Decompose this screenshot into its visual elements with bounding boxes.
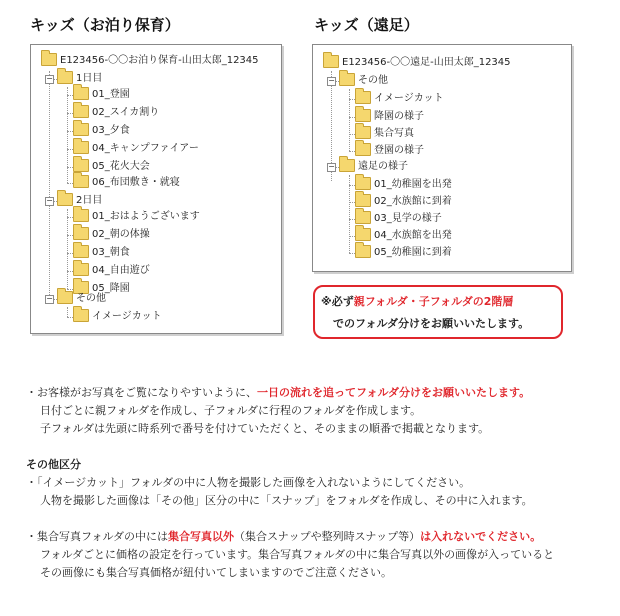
folder-icon [73,123,89,136]
folder-icon [73,87,89,100]
folder-icon [73,309,89,322]
collapse-toggle[interactable]: − [46,74,53,83]
folder-icon [355,143,371,156]
right-title: キッズ（遠足） [314,16,419,34]
p1-emphasis: 一日の流れを追ってフォルダ分けをお願いいたします。 [257,386,531,399]
subfolder[interactable]: イメージカット [355,91,444,107]
folder-icon [73,209,89,222]
right-folder-tree [312,44,572,272]
subfolder[interactable]: 降園の様子 [355,109,424,125]
folder-icon [355,126,371,139]
p1-line3: 子フォルダは先頭に時系列で番号を付けていただくと、そのままの順番で掲載となります。 [40,422,490,435]
folder-excursion[interactable]: 遠足の様子 [339,159,408,175]
folder-icon [73,159,89,172]
p3-aside: （集合スナップや整列時スナップ等） [234,530,421,543]
collapse-toggle[interactable]: − [328,76,335,85]
subfolder[interactable]: 05_降園 [73,281,130,297]
collapse-toggle[interactable]: − [46,196,53,205]
p2-line1: ・「イメージカット」フォルダの中に人物を撮影した画像を入れないようにしてください。 [26,476,471,489]
subfolder[interactable]: 01_おはようございます [73,209,200,225]
folder-icon [57,291,73,304]
folder-day2[interactable]: 2日目 [57,193,102,209]
folder-icon [355,177,371,190]
notice-prefix: ※必ず [321,295,354,308]
root-folder[interactable]: E123456-〇〇お泊り保育-山田太郎_12345 [41,53,259,69]
folder-icon [355,194,371,207]
folder-icon [339,73,355,86]
section-title: その他区分 [26,458,81,471]
subfolder[interactable]: 04_キャンプファイアー [73,141,199,157]
folder-icon [57,193,73,206]
folder-icon [73,175,89,188]
p1-line2: 日付ごとに親フォルダを作成し、子フォルダに行程のフォルダを作成します。 [40,404,422,417]
p3-line2: フォルダごとに価格の設定を行っています。集合写真フォルダの中に集合写真以外の画像が入っていると [40,548,555,561]
collapse-toggle[interactable]: − [46,294,53,303]
folder-icon [355,228,371,241]
p3-emphasis: 集合写真以外 [168,530,235,543]
left-title: キッズ（お泊り保育） [30,16,180,34]
folder-icon [355,91,371,104]
folder-icon [339,159,355,172]
two-level-notice [313,285,563,339]
folder-icon [57,71,73,84]
subfolder[interactable]: 02_スイカ割り [73,105,159,121]
subfolder[interactable]: 03_朝食 [73,245,130,261]
subfolder[interactable]: 03_夕食 [73,123,130,139]
folder-day1[interactable]: 1日目 [57,71,102,87]
subfolder[interactable]: イメージカット [73,309,162,325]
subfolder[interactable]: 05_幼稚園に到着 [355,245,452,261]
subfolder[interactable]: 04_自由遊び [73,263,150,279]
folder-icon [355,211,371,224]
subfolder[interactable]: 01_幼稚園を出発 [355,177,452,193]
folder-other[interactable]: その他 [57,291,106,307]
subfolder[interactable]: 04_水族館を出発 [355,228,452,244]
subfolder[interactable]: 集合写真 [355,126,414,142]
subfolder[interactable]: 06_布団敷き・就寝 [73,175,180,191]
p3-line3: その画像にも集合写真価格が紐付いてしまいますのでご注意ください。 [40,566,392,579]
left-folder-tree [30,44,282,334]
folder-icon [41,53,57,66]
instructions [26,384,554,582]
p2-line2: 人物を撮影した画像は「その他」区分の中に「スナップ」をフォルダを作成し、その中に入れます。 [40,494,533,507]
folder-icon [73,245,89,258]
collapse-toggle[interactable]: − [328,162,335,171]
folder-icon [355,109,371,122]
folder-icon [73,227,89,240]
folder-icon [323,55,339,68]
subfolder[interactable]: 登園の様子 [355,143,424,159]
folder-icon [355,245,371,258]
subfolder[interactable]: 01_登園 [73,87,130,103]
root-folder[interactable]: E123456-〇〇遠足-山田太郎_12345 [323,55,511,71]
subfolder[interactable]: 05_花火大会 [73,159,150,175]
p1-text: ・お客様がお写真をご覧になりやすいように、 [26,386,257,399]
folder-icon [73,105,89,118]
folder-icon [73,263,89,276]
subfolder[interactable]: 03_見学の様子 [355,211,442,227]
subfolder[interactable]: 02_朝の体操 [73,227,150,243]
p3-emphasis-end: は入れないでください。 [420,530,542,543]
p3-text: ・集合写真フォルダの中には [26,530,169,543]
notice-line2: でのフォルダ分けをお願いいたします。 [333,317,530,330]
notice-highlight: 親フォルダ・子フォルダの2階層 [353,295,514,308]
folder-other[interactable]: その他 [339,73,388,89]
subfolder[interactable]: 02_水族館に到着 [355,194,452,210]
folder-icon [73,141,89,154]
